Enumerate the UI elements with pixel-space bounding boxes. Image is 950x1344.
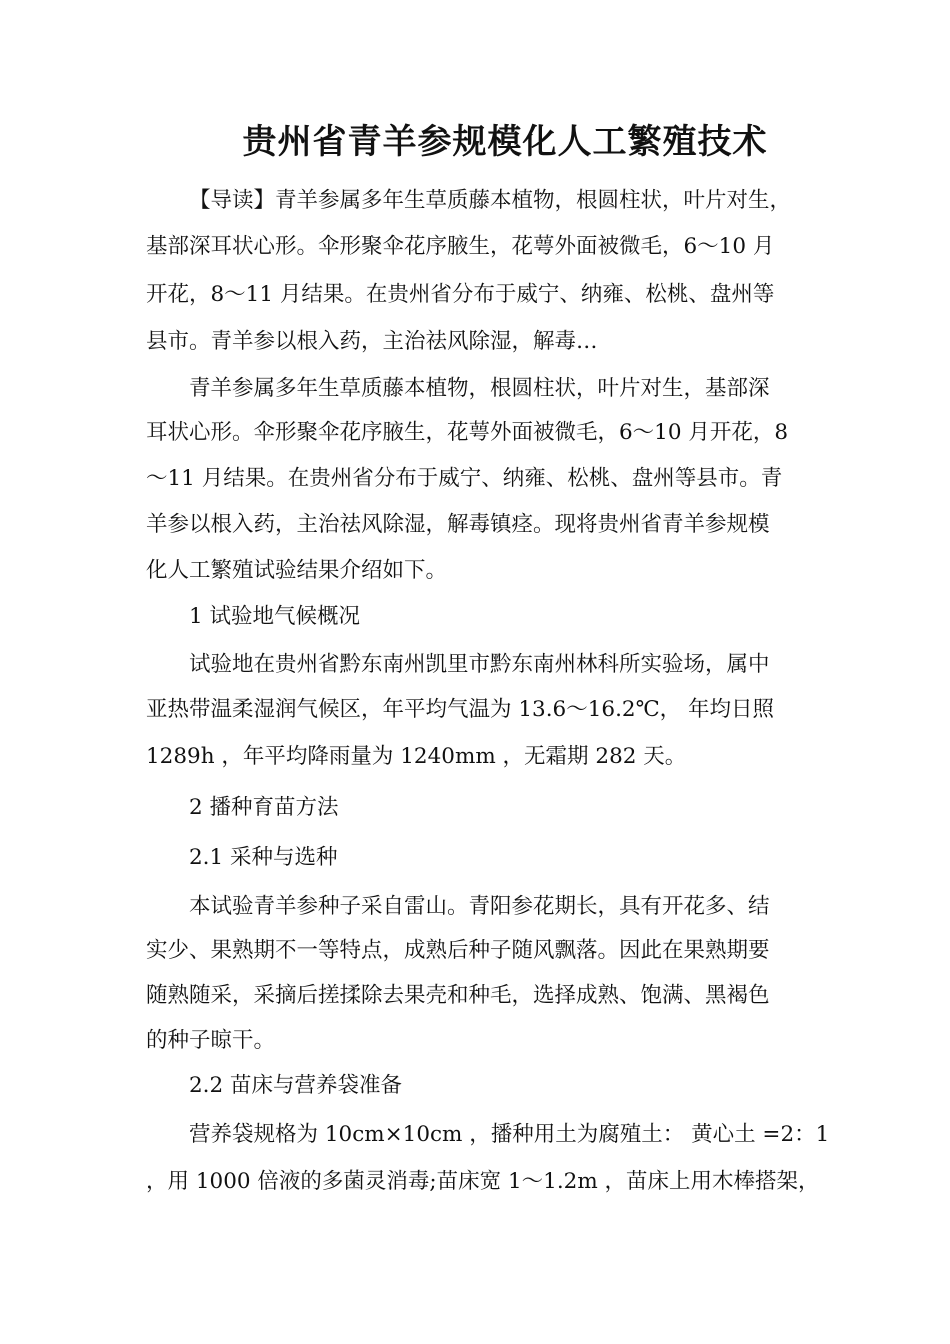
body-line: 青羊参属多年生草质藤本植物，根圆柱状，叶片对生，基部深 <box>189 376 770 401</box>
body-line: 羊参以根入药，主治祛风除湿，解毒镇痉。现将贵州省青羊参规模 <box>146 512 770 537</box>
intro-line: 【导读】青羊参属多年生草质藤本植物，根圆柱状，叶片对生， <box>189 188 792 213</box>
body-line: ～11 月结果。在贵州省分布于威宁、纳雍、松桃、盘州等县市。青 <box>146 466 783 491</box>
body-line: 化人工繁殖试验结果介绍如下。 <box>146 558 448 583</box>
intro-line: 县市。青羊参以根入药，主治祛风除湿，解毒… <box>146 329 598 354</box>
body-line: 营养袋规格为 10cm×10cm ，播种用土为腐殖土： 黄心土 =2：1 <box>189 1122 830 1147</box>
section-heading: 2.2 苗床与营养袋准备 <box>189 1073 403 1098</box>
body-line: 本试验青羊参种子采自雷山。青阳参花期长，具有开花多、结 <box>189 894 770 919</box>
body-line: 亚热带温柔湿润气候区，年平均气温为 13.6～16.2℃， 年均日照 <box>146 697 774 722</box>
intro-line: 基部深耳状心形。伞形聚伞花序腋生，花萼外面被微毛，6～10 月 <box>146 234 775 259</box>
section-heading: 2.1 采种与选种 <box>189 845 338 870</box>
body-line: 耳状心形。伞形聚伞花序腋生，花萼外面被微毛，6～10 月开花，8 <box>146 420 789 445</box>
body-line: 1289h ，年平均降雨量为 1240mm ，无霜期 282 天。 <box>146 744 687 769</box>
intro-line: 开花，8～11 月结果。在贵州省分布于威宁、纳雍、松桃、盘州等 <box>146 282 775 307</box>
body-line: 试验地在贵州省黔东南州凯里市黔东南州林科所实验场，属中 <box>189 652 770 677</box>
body-line: 实少、果熟期不一等特点，成熟后种子随风飘落。因此在果熟期要 <box>146 938 770 963</box>
body-line: 随熟随采，采摘后搓揉除去果壳和种毛，选择成熟、饱满、黑褐色 <box>146 983 770 1008</box>
section-heading: 2 播种育苗方法 <box>189 795 339 820</box>
body-line: 的种子晾干。 <box>146 1028 276 1053</box>
body-line: ，用 1000 倍液的多菌灵消毒;苗床宽 1～1.2m ，苗床上用木棒搭架， <box>146 1169 820 1194</box>
document-title: 贵州省青羊参规模化人工繁殖技术 <box>242 122 768 162</box>
section-heading: 1 试验地气候概况 <box>189 604 361 629</box>
